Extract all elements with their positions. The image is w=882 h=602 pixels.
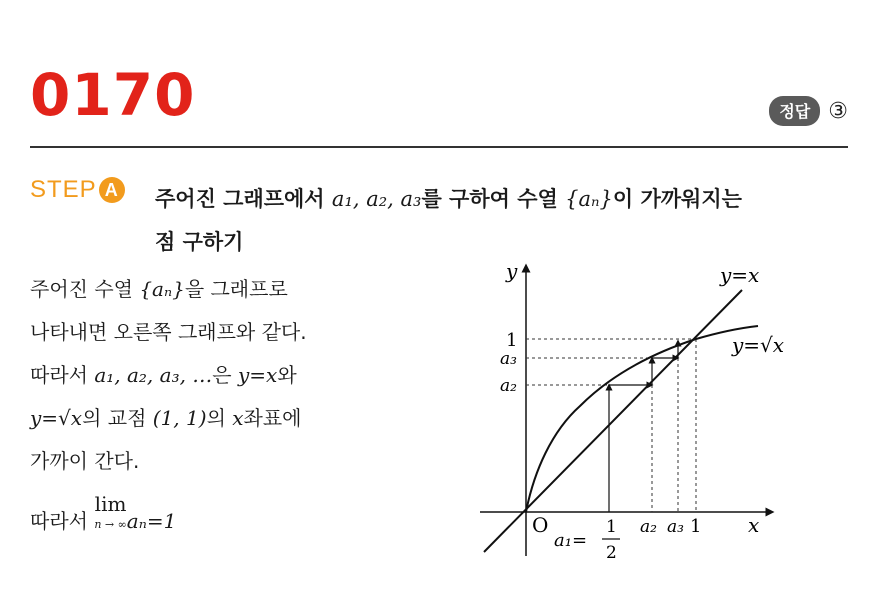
math-fragment: aₙ=1 <box>126 509 177 533</box>
text-fragment: 은 <box>212 363 238 387</box>
x-tick-half-denominator: 2 <box>606 543 617 563</box>
math-fragment: (1, 1) <box>152 406 207 430</box>
heading-part-4: 점 구하기 <box>155 230 244 254</box>
solution-line-4 <box>30 397 450 440</box>
cobweb-arrows <box>609 343 678 512</box>
answer-value: ③ <box>828 98 848 124</box>
heading-part-2: 를 구하여 수열 <box>421 187 566 211</box>
origin-label: O <box>532 513 549 537</box>
x-tick-a2: a₂ <box>640 517 657 537</box>
step-heading <box>155 178 855 264</box>
y-tick-a2: a₂ <box>500 376 517 396</box>
step-text: STEP <box>30 176 97 203</box>
solution-line-2: 나타내면 오른쪽 그래프와 같다. <box>30 320 307 344</box>
curve-label: y=√x <box>732 333 785 357</box>
x-tick-a3: a₃ <box>667 517 684 537</box>
y-tick-a3: a₃ <box>500 349 517 369</box>
math-fragment: y=x <box>237 363 278 387</box>
solution-line-3 <box>30 354 450 397</box>
problem-number: 0170 <box>30 61 196 129</box>
answer-badge: 정답 <box>769 96 820 126</box>
text-fragment: 와 <box>277 363 297 387</box>
text-fragment: 주어진 수열 <box>30 277 140 301</box>
line-label: y=x <box>720 263 760 287</box>
dashed-guides <box>526 339 696 512</box>
x-tick-1: 1 <box>690 516 702 537</box>
step-letter-badge: A <box>99 177 125 203</box>
math-fragment: x <box>232 406 244 430</box>
text-fragment: 따라서 <box>30 363 95 387</box>
y-tick-1: 1 <box>506 330 518 351</box>
text-fragment: 의 <box>206 406 233 430</box>
text-fragment: 따라서 <box>30 509 95 533</box>
math-fragment: y=√x <box>30 406 83 430</box>
math-fragment: {aₙ} <box>139 277 185 301</box>
limit-expression <box>94 483 126 530</box>
x-axis-label: x <box>748 513 760 537</box>
y-axis-label: y <box>506 259 518 283</box>
header-divider <box>30 146 848 148</box>
sequence-graph <box>470 256 810 576</box>
solution-line-1 <box>30 268 450 311</box>
curve-y-equals-sqrt-x <box>526 326 758 512</box>
text-fragment: 좌표에 <box>243 406 302 430</box>
heading-math-sequence: {aₙ} <box>565 187 613 211</box>
x-tick-half-numerator: 1 <box>606 517 617 537</box>
limit-subscript: n → ∞ <box>94 518 127 531</box>
answer-area <box>769 96 848 126</box>
solution-line-6 <box>30 483 450 543</box>
text-fragment: 의 교점 <box>82 406 153 430</box>
solution-text <box>30 268 450 543</box>
heading-math-terms: a₁, a₂, a₃ <box>331 187 422 211</box>
x-tick-a1: a₁= <box>554 530 588 551</box>
solution-line-5: 가까이 간다. <box>30 449 140 473</box>
math-fragment: a₁, a₂, a₃, … <box>94 363 213 387</box>
text-fragment: 을 그래프로 <box>184 277 288 301</box>
heading-part-1: 주어진 그래프에서 <box>155 187 332 211</box>
heading-part-3: 이 가까워지는 <box>612 187 742 211</box>
step-label <box>30 176 125 204</box>
limit-word: lim <box>94 492 127 516</box>
